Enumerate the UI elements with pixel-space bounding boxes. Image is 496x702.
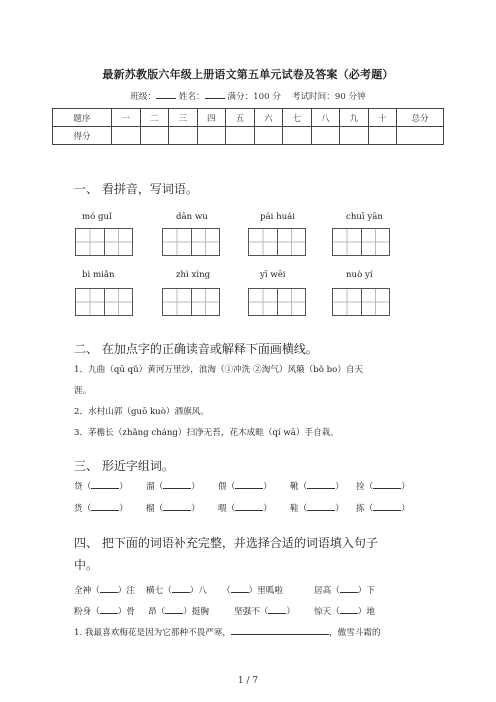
answer-blank[interactable] [163, 503, 191, 511]
pinyin-label: chuī yān [346, 212, 383, 222]
form-word-item: 拣（ ） [356, 504, 410, 514]
score-cell[interactable] [197, 127, 226, 145]
score-header-cell: 一 [112, 109, 141, 127]
answer-blank[interactable] [165, 606, 183, 614]
score-header-cell: 四 [197, 109, 226, 127]
name-blank[interactable] [205, 90, 225, 99]
score-header-cell: 九 [340, 109, 369, 127]
writing-grid[interactable] [162, 288, 220, 316]
score-header-cell: 总分 [397, 109, 444, 127]
score-header-cell: 八 [311, 109, 340, 127]
score-cell[interactable] [254, 127, 283, 145]
score-table [52, 108, 444, 145]
form-word-item: 贷（ ） [74, 482, 128, 492]
score-cell[interactable] [397, 127, 444, 145]
form-word-item: 溜（ ） [146, 482, 200, 492]
idiom-item: 昂（ ）挺胸 [148, 607, 209, 617]
name-label: 姓名： [178, 92, 205, 102]
idiom-item: 居高（ ）下 [314, 586, 375, 596]
score-label: 满分：100 分 [227, 92, 281, 102]
fill-sentence: 1. 我最喜欢梅花是因为它那种不畏严寒， ，傲雪斗霜的 [74, 628, 381, 638]
answer-blank[interactable] [163, 481, 191, 489]
score-table-header-row [53, 109, 444, 127]
score-cell[interactable] [340, 127, 369, 145]
pinyin-label: mó guǐ [82, 212, 112, 222]
answer-blank[interactable] [268, 606, 286, 614]
question-line: 3．茅檐长（zhǎng cháng）扫净无苔，花木成畦（qí wā）手自栽。 [74, 428, 339, 438]
answer-blank[interactable] [373, 481, 401, 489]
writing-grid[interactable] [332, 288, 390, 316]
score-table-score-row [53, 127, 444, 145]
pinyin-label: nuò yí [346, 270, 373, 280]
score-header-cell: 二 [140, 109, 169, 127]
score-cell[interactable] [311, 127, 340, 145]
section3-heading: 三、 形近字组词。 [74, 459, 174, 473]
page-number: 1 / 7 [237, 676, 259, 686]
answer-blank[interactable] [373, 503, 401, 511]
score-header-cell: 七 [283, 109, 312, 127]
exam-info [0, 90, 496, 102]
pinyin-label: pái huái [260, 212, 296, 222]
score-header-cell: 五 [226, 109, 255, 127]
idiom-item: 坚强不（ ） [234, 607, 295, 617]
score-cell[interactable] [140, 127, 169, 145]
idiom-item: 粉身（ ）骨 [74, 607, 135, 617]
class-blank[interactable] [156, 90, 176, 99]
score-cell[interactable] [226, 127, 255, 145]
pinyin-label: dān wu [176, 212, 208, 222]
question-line: 1．九曲（qū qǔ）黄河万里沙，浪淘（①冲洗 ②淘气）风簸（bǒ bo）自天 [74, 365, 364, 375]
score-header-cell: 三 [169, 109, 198, 127]
form-word-item: 榴（ ） [146, 504, 200, 514]
writing-grid[interactable] [75, 288, 133, 316]
answer-blank[interactable] [91, 481, 119, 489]
answer-blank[interactable] [100, 606, 118, 614]
section1-heading: 一、 看拼音，写词语。 [74, 182, 198, 196]
answer-blank[interactable] [231, 585, 249, 593]
score-cell[interactable] [169, 127, 198, 145]
form-word-item: 喂（ ） [218, 504, 272, 514]
answer-blank[interactable] [307, 503, 335, 511]
writing-grid[interactable] [332, 228, 390, 256]
answer-blank[interactable] [340, 585, 358, 593]
form-word-item: 靴（ ） [290, 482, 344, 492]
score-cell[interactable] [368, 127, 397, 145]
form-word-item: 偎（ ） [218, 482, 272, 492]
answer-blank[interactable] [231, 627, 329, 635]
question-line: 2．水村山郭（guō kuò）酒旗风。 [74, 407, 209, 417]
answer-blank[interactable] [235, 503, 263, 511]
answer-blank[interactable] [340, 606, 358, 614]
idiom-item: 惊天（ ）地 [314, 607, 375, 617]
score-cell[interactable] [283, 127, 312, 145]
pinyin-label: zhì xìng [176, 270, 211, 280]
section4-heading: 四、 把下面的词语补充完整，并选择合适的词语填入句子 [74, 536, 378, 550]
answer-blank[interactable] [235, 481, 263, 489]
idiom-item: （ ）里呱啦 [222, 586, 283, 596]
time-label: 考试时间：90 分钟 [291, 92, 366, 102]
answer-blank[interactable] [100, 585, 118, 593]
form-word-item: 货（ ） [74, 504, 128, 514]
section2-heading: 二、 在加点字的正确读音或解释下面画横线。 [74, 342, 318, 356]
pinyin-label: bì miǎn [82, 270, 115, 280]
idiom-item: 横七（ ）八 [146, 586, 207, 596]
writing-grid[interactable] [248, 228, 306, 256]
answer-blank[interactable] [91, 503, 119, 511]
score-header-cell: 六 [254, 109, 283, 127]
form-word-item: 捡（ ） [356, 482, 410, 492]
answer-blank[interactable] [307, 481, 335, 489]
score-header-cell: 题序 [53, 109, 112, 127]
writing-grid[interactable] [248, 288, 306, 316]
score-row-label: 得分 [53, 127, 112, 145]
score-header-cell: 十 [368, 109, 397, 127]
section4-heading-cont: 中。 [74, 558, 99, 572]
writing-grid[interactable] [162, 228, 220, 256]
idiom-item: 全神（ ）注 [74, 586, 135, 596]
answer-blank[interactable] [172, 585, 190, 593]
writing-grid[interactable] [75, 228, 133, 256]
document-title: 最新苏教版六年级上册语文第五单元试卷及答案（必考题） [102, 68, 394, 81]
form-word-item: 鞋（ ） [290, 504, 344, 514]
score-cell[interactable] [112, 127, 141, 145]
question-line: 涯。 [74, 386, 92, 396]
pinyin-label: yī wēi [260, 270, 286, 280]
class-label: 班级： [130, 92, 157, 102]
